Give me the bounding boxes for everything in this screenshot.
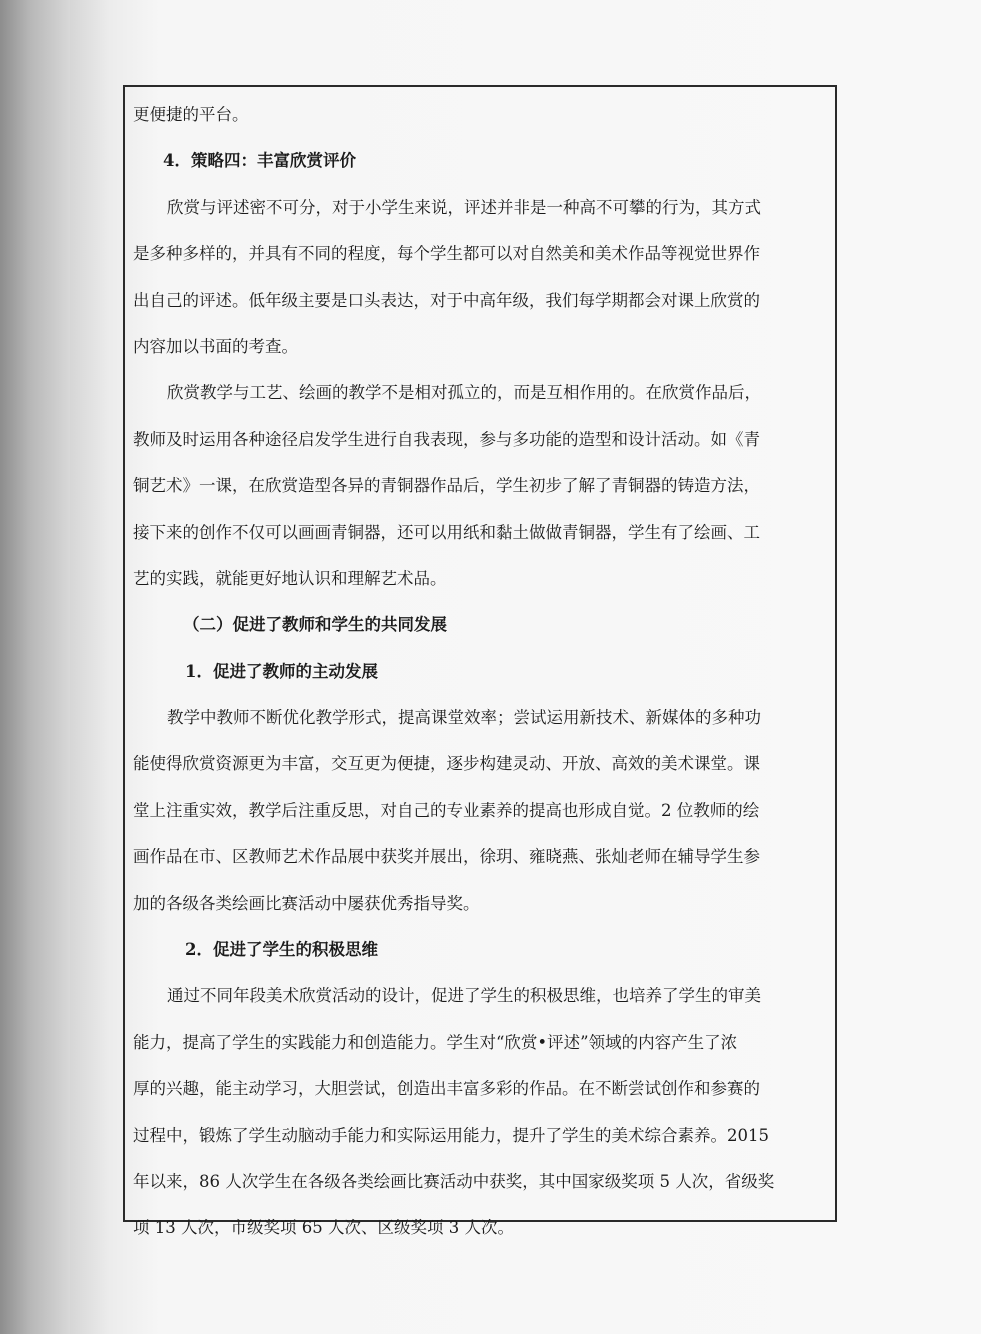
paragraph-line: 堂上注重实效，教学后注重反思，对自己的专业素养的提高也形成自觉。2 位教师的绘	[133, 800, 760, 820]
paragraph-line: 厚的兴趣，能主动学习，大胆尝试，创造出丰富多彩的作品。在不断尝试创作和参赛的	[133, 1079, 760, 1099]
subsection-heading: 1．促进了教师的主动发展	[185, 661, 378, 681]
paragraph-line: 是多种多样的，并具有不同的程度，每个学生都可以对自然美和美术作品等视觉世界作	[133, 244, 760, 264]
document-body	[133, 96, 829, 1256]
paragraph-line: 铜艺术》一课，在欣赏造型各异的青铜器作品后，学生初步了解了青铜器的铸造方法，	[133, 476, 760, 496]
subsection-heading: 2．促进了学生的积极思维	[185, 940, 378, 960]
paragraph-line: 通过不同年段美术欣赏活动的设计，促进了学生的积极思维，也培养了学生的审美	[167, 986, 761, 1006]
paragraph-line: 能力，提高了学生的实践能力和创造能力。学生对“欣赏•评述”领域的内容产生了浓	[133, 1032, 738, 1052]
paragraph-line: 过程中，锻炼了学生动脑动手能力和实际运用能力，提升了学生的美术综合素养。2015	[133, 1125, 769, 1145]
paragraph-line: 欣赏与评述密不可分，对于小学生来说，评述并非是一种高不可攀的行为，其方式	[167, 197, 761, 217]
paragraph-line: 项 13 人次，市级奖项 65 人次、区级奖项 3 人次。	[133, 1218, 514, 1238]
paragraph-line: 教师及时运用各种途径启发学生进行自我表现，参与多功能的造型和设计活动。如《青	[133, 429, 760, 449]
paragraph-line: 教学中教师不断优化教学形式，提高课堂效率；尝试运用新技术、新媒体的多种功	[167, 708, 761, 728]
paragraph-line: 艺的实践，就能更好地认识和理解艺术品。	[133, 568, 447, 588]
section-heading: 4．策略四：丰富欣赏评价	[163, 151, 356, 171]
paragraph-line: 加的各级各类绘画比赛活动中屡获优秀指导奖。	[133, 893, 480, 913]
paragraph-line: 能使得欣赏资源更为丰富，交互更为便捷，逐步构建灵动、开放、高效的美术课堂。课	[133, 754, 760, 774]
section-heading: （二）促进了教师和学生的共同发展	[183, 615, 447, 635]
paragraph-line: 接下来的创作不仅可以画画青铜器，还可以用纸和黏土做做青铜器，学生有了绘画、工	[133, 522, 760, 542]
paragraph-line: 内容加以书面的考查。	[133, 336, 298, 356]
paragraph-line: 更便捷的平台。	[133, 105, 249, 124]
paragraph-line: 欣赏教学与工艺、绘画的教学不是相对孤立的，而是互相作用的。在欣赏作品后，	[167, 383, 761, 403]
paragraph-line: 画作品在市、区教师艺术作品展中获奖并展出，徐玥、雍晓燕、张灿老师在辅导学生参	[133, 847, 760, 867]
paragraph-line: 年以来，86 人次学生在各级各类绘画比赛活动中获奖，其中国家级奖项 5 人次，省级奖	[133, 1171, 775, 1191]
paragraph-line: 出自己的评述。低年级主要是口头表达，对于中高年级，我们每学期都会对课上欣赏的	[133, 290, 760, 310]
